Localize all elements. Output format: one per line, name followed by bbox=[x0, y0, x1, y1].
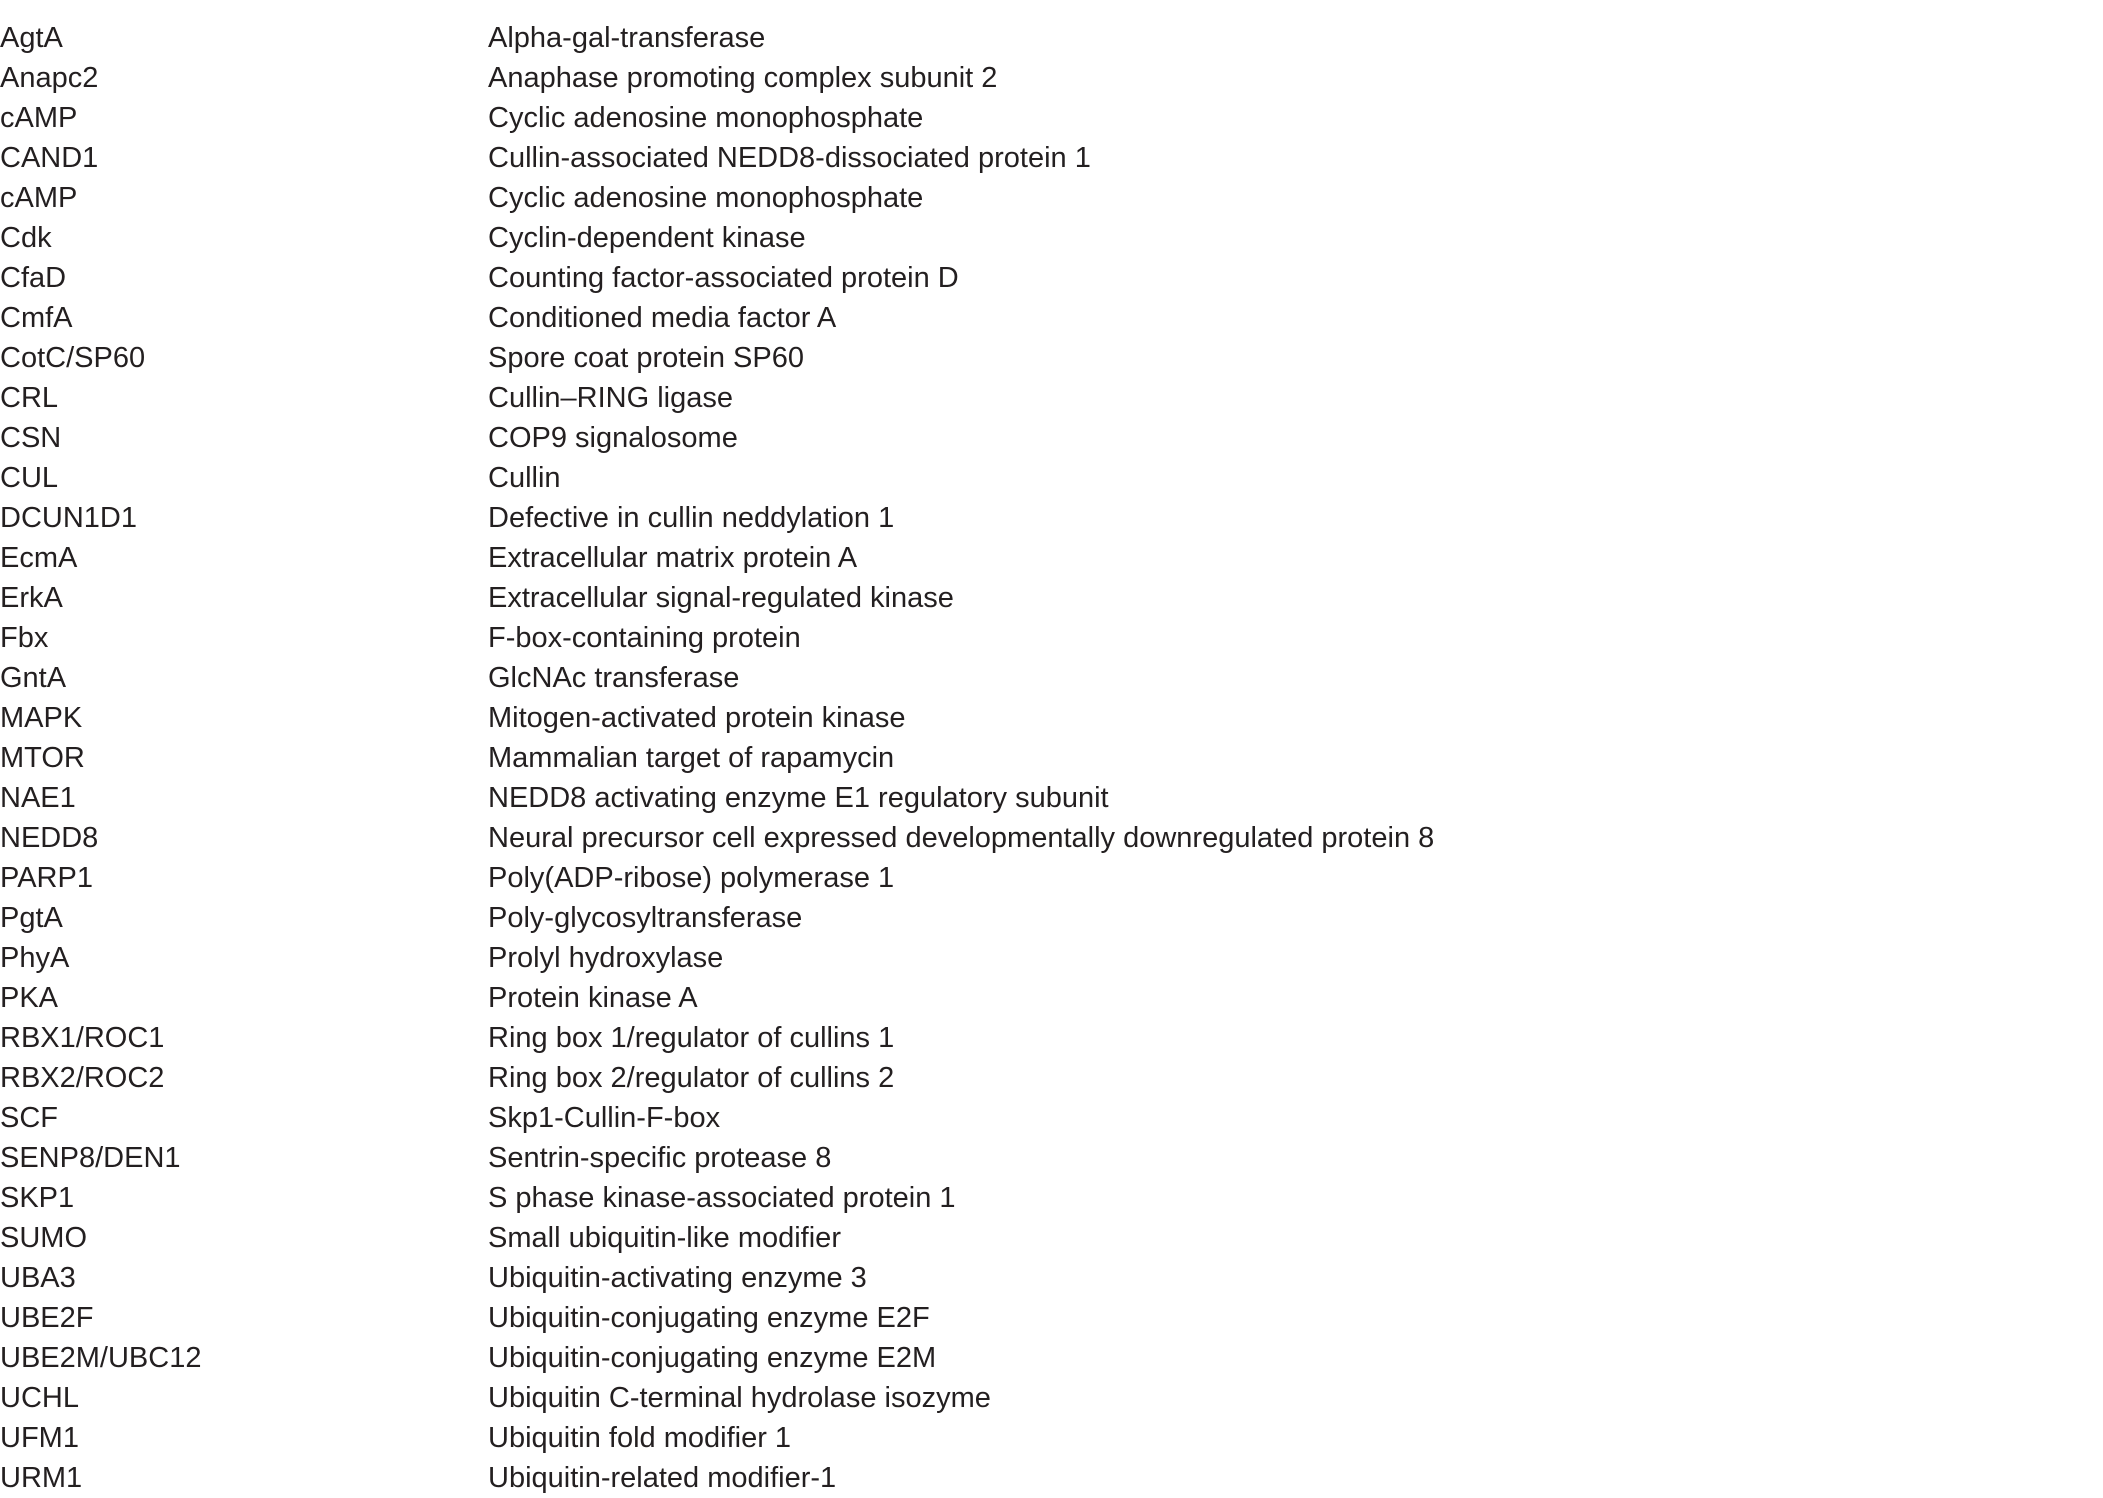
abbreviation-cell: SENP8/DEN1 bbox=[0, 1142, 181, 1174]
abbreviation-cell: Cdk bbox=[0, 222, 52, 254]
definition-cell: Defective in cullin neddylation 1 bbox=[488, 502, 895, 534]
abbreviations-table bbox=[0, 18, 2088, 1498]
table-row bbox=[0, 498, 2088, 538]
table-row bbox=[0, 338, 2088, 378]
definition-cell: Conditioned media factor A bbox=[488, 302, 837, 334]
table-row bbox=[0, 378, 2088, 418]
table-row bbox=[0, 1258, 2088, 1298]
abbreviation-cell: cAMP bbox=[0, 102, 78, 134]
table-row bbox=[0, 698, 2088, 738]
table-row bbox=[0, 978, 2088, 1018]
abbreviation-cell: GntA bbox=[0, 662, 67, 694]
abbreviation-cell: PARP1 bbox=[0, 862, 93, 894]
definition-cell: Cyclic adenosine monophosphate bbox=[488, 182, 924, 214]
table-row bbox=[0, 858, 2088, 898]
definition-cell: Ubiquitin fold modifier 1 bbox=[488, 1422, 792, 1454]
abbreviation-cell: RBX1/ROC1 bbox=[0, 1022, 165, 1054]
abbreviation-cell: AgtA bbox=[0, 22, 63, 54]
definition-cell: Mitogen-activated protein kinase bbox=[488, 702, 906, 734]
table-row bbox=[0, 178, 2088, 218]
abbreviation-cell: cAMP bbox=[0, 182, 78, 214]
definition-cell: Extracellular matrix protein A bbox=[488, 542, 858, 574]
definition-cell: Skp1-Cullin-F-box bbox=[488, 1102, 721, 1134]
table-row bbox=[0, 138, 2088, 178]
abbreviation-cell: PgtA bbox=[0, 902, 63, 934]
abbreviation-cell: UBE2M/UBC12 bbox=[0, 1342, 202, 1374]
definition-cell: Neural precursor cell expressed developmentally downregulated protein 8 bbox=[488, 822, 1435, 854]
definition-cell: Alpha-gal-transferase bbox=[488, 22, 766, 54]
definition-cell: Sentrin-specific protease 8 bbox=[488, 1142, 832, 1174]
table-row bbox=[0, 938, 2088, 978]
abbreviation-cell: MAPK bbox=[0, 702, 83, 734]
table-row bbox=[0, 898, 2088, 938]
abbreviation-cell: CRL bbox=[0, 382, 59, 414]
table-row bbox=[0, 1178, 2088, 1218]
abbreviation-cell: UBA3 bbox=[0, 1262, 76, 1294]
table-row bbox=[0, 658, 2088, 698]
abbreviation-cell: UCHL bbox=[0, 1382, 79, 1414]
definition-cell: GlcNAc transferase bbox=[488, 662, 740, 694]
definition-cell: Ubiquitin-activating enzyme 3 bbox=[488, 1262, 867, 1294]
definition-cell: S phase kinase-associated protein 1 bbox=[488, 1182, 956, 1214]
table-row bbox=[0, 1018, 2088, 1058]
abbreviation-cell: CfaD bbox=[0, 262, 67, 294]
table-row bbox=[0, 218, 2088, 258]
definition-cell: Ubiquitin-conjugating enzyme E2F bbox=[488, 1302, 930, 1334]
table-row bbox=[0, 578, 2088, 618]
table-row bbox=[0, 618, 2088, 658]
abbreviation-cell: UBE2F bbox=[0, 1302, 94, 1334]
table-row bbox=[0, 1298, 2088, 1338]
abbreviation-cell: CmfA bbox=[0, 302, 73, 334]
definition-cell: Protein kinase A bbox=[488, 982, 698, 1014]
definition-cell: Poly(ADP-ribose) polymerase 1 bbox=[488, 862, 895, 894]
table-row bbox=[0, 58, 2088, 98]
definition-cell: Ubiquitin-related modifier-1 bbox=[488, 1462, 837, 1494]
definition-cell: COP9 signalosome bbox=[488, 422, 738, 454]
abbreviation-cell: SKP1 bbox=[0, 1182, 75, 1214]
abbreviation-cell: Fbx bbox=[0, 622, 49, 654]
definition-cell: Extracellular signal-regulated kinase bbox=[488, 582, 954, 614]
definition-cell: Mammalian target of rapamycin bbox=[488, 742, 895, 774]
table-row bbox=[0, 98, 2088, 138]
table-row bbox=[0, 458, 2088, 498]
table-row bbox=[0, 1098, 2088, 1138]
table-row bbox=[0, 538, 2088, 578]
definition-cell: Small ubiquitin-like modifier bbox=[488, 1222, 841, 1254]
table-row bbox=[0, 1458, 2088, 1498]
abbreviation-cell: UFM1 bbox=[0, 1422, 79, 1454]
table-row bbox=[0, 298, 2088, 338]
table-row bbox=[0, 1218, 2088, 1258]
definition-cell: Ring box 2/regulator of cullins 2 bbox=[488, 1062, 895, 1094]
definition-cell: Anaphase promoting complex subunit 2 bbox=[488, 62, 998, 94]
definition-cell: Ring box 1/regulator of cullins 1 bbox=[488, 1022, 895, 1054]
abbreviation-cell: CUL bbox=[0, 462, 59, 494]
abbreviation-cell: MTOR bbox=[0, 742, 85, 774]
table-row bbox=[0, 818, 2088, 858]
abbreviations-table-body bbox=[0, 18, 2088, 1498]
definition-cell: Counting factor-associated protein D bbox=[488, 262, 959, 294]
definition-cell: NEDD8 activating enzyme E1 regulatory subunit bbox=[488, 782, 1109, 814]
definition-cell: Poly-glycosyltransferase bbox=[488, 902, 803, 934]
definition-cell: Cullin-associated NEDD8-dissociated protein 1 bbox=[488, 142, 1091, 174]
table-row bbox=[0, 1418, 2088, 1458]
abbreviation-cell: CotC/SP60 bbox=[0, 342, 146, 374]
abbreviation-cell: CSN bbox=[0, 422, 62, 454]
definition-cell: Ubiquitin-conjugating enzyme E2M bbox=[488, 1342, 937, 1374]
table-row bbox=[0, 18, 2088, 58]
abbreviation-cell: EcmA bbox=[0, 542, 78, 574]
definition-cell: Spore coat protein SP60 bbox=[488, 342, 804, 374]
table-row bbox=[0, 258, 2088, 298]
abbreviation-cell: SCF bbox=[0, 1102, 58, 1134]
abbreviation-cell: URM1 bbox=[0, 1462, 83, 1494]
definition-cell: Cullin bbox=[488, 462, 561, 494]
table-row bbox=[0, 1378, 2088, 1418]
abbreviation-cell: PKA bbox=[0, 982, 59, 1014]
table-row bbox=[0, 1058, 2088, 1098]
abbreviation-cell: PhyA bbox=[0, 942, 70, 974]
definition-cell: Cyclic adenosine monophosphate bbox=[488, 102, 924, 134]
abbreviation-cell: Anapc2 bbox=[0, 62, 99, 94]
abbreviation-cell: ErkA bbox=[0, 582, 63, 614]
table-row bbox=[0, 1138, 2088, 1178]
abbreviation-cell: DCUN1D1 bbox=[0, 502, 137, 534]
abbreviation-cell: RBX2/ROC2 bbox=[0, 1062, 165, 1094]
definition-cell: Cullin–RING ligase bbox=[488, 382, 733, 414]
abbreviation-cell: NAE1 bbox=[0, 782, 76, 814]
definition-cell: F-box-containing protein bbox=[488, 622, 801, 654]
table-row bbox=[0, 418, 2088, 458]
abbreviation-cell: NEDD8 bbox=[0, 822, 99, 854]
definition-cell: Cyclin-dependent kinase bbox=[488, 222, 806, 254]
table-row bbox=[0, 1338, 2088, 1378]
definition-cell: Ubiquitin C-terminal hydrolase isozyme bbox=[488, 1382, 991, 1414]
table-row bbox=[0, 738, 2088, 778]
definition-cell: Prolyl hydroxylase bbox=[488, 942, 724, 974]
table-row bbox=[0, 778, 2088, 818]
abbreviation-cell: SUMO bbox=[0, 1222, 87, 1254]
abbreviation-cell: CAND1 bbox=[0, 142, 99, 174]
